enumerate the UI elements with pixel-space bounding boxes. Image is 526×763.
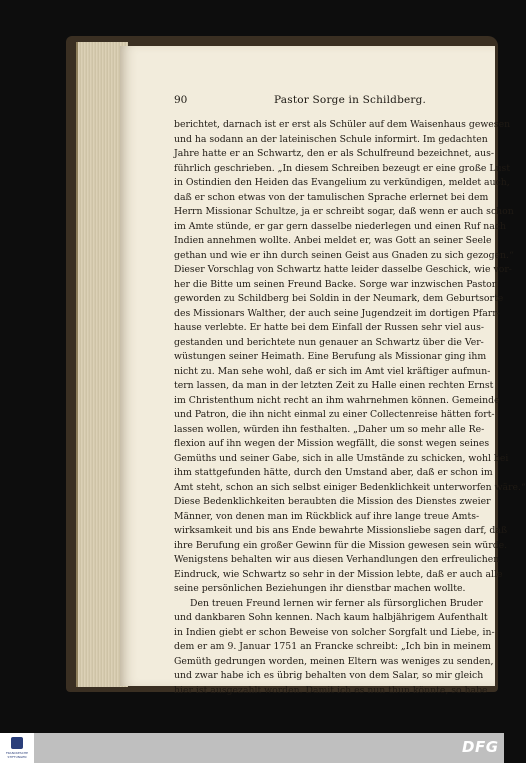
text-line: Indien annehmen wollte. Anbei meldet er, was Gott an seiner Seele	[174, 235, 492, 246]
text-line: dem er am 9. Januar 1751 an Francke schreibt: „Ich bin in meinem	[174, 641, 491, 652]
text-line: nicht zu. Man sehe wohl, daß er sich im Amt viel kräftiger aufmun-	[174, 365, 491, 377]
text-line: hause verlebte. Er hatte bei dem Einfall der Russen sehr viel aus-	[174, 322, 484, 333]
text-line: und zwar habe ich es übrig behalten von dem Salar, so mir gleich	[174, 670, 484, 681]
text-line: gethan und wie er ihn durch seinen Geist aus Gnaden zu sich gezogen.“	[174, 249, 514, 261]
text-line: Eindruck, wie Schwartz so sehr in der Mission lebte, daß er auch alle	[174, 568, 503, 580]
text-line: ihm stattgefunden hätte, durch den Umstand aber, daß er schon im	[174, 467, 493, 478]
dfg-logo[interactable]: DFG	[462, 738, 499, 756]
text-line: her die Bitte um seinen Freund Backe. Sorge war inzwischen Pastor	[174, 278, 497, 290]
body-text	[174, 118, 526, 696]
text-line: ihre Berufung ein großer Gewinn für die Mission gewesen sein würde.	[174, 539, 508, 551]
text-line: Jahre hatte er an Schwartz, den er als Schulfreund bezeichnet, aus-	[174, 148, 494, 159]
text-line: Wenigstens behalten wir aus diesen Verhandlungen den erfreulichen	[174, 554, 500, 565]
text-line: Gemüths und seiner Gabe, sich in alle Umstände zu schicken, wohl bei	[174, 452, 509, 464]
text-line: und ha sodann an der lateinischen Schule informirt. Im gedachten	[174, 133, 488, 145]
text-line: seine persönlichen Beziehungen ihr dienstbar machen wollte.	[174, 583, 466, 594]
text-line: tern lassen, da man in der letzten Zeit zu Halle einen rechten Ernst	[174, 380, 494, 391]
text-line: im Christenthum nicht recht an ihm wahrnehmen können. Gemeinde	[174, 394, 500, 406]
text-line: in Ostindien den Heiden das Evangelium zu verkündigen, meldet auch,	[174, 177, 510, 188]
franckesche-stiftungen-logo[interactable]	[0, 733, 34, 763]
text-line: Den treuen Freund lernen wir ferner als fürsorglichen Bruder	[190, 597, 483, 609]
page-number: 90	[174, 94, 188, 106]
text-line: Gemüth gedrungen worden, meinen Eltern was weniges zu senden,	[174, 655, 494, 667]
text-line: Amt steht, schon an sich selbst einiger Bedenklichkeit unterworfen wäre.“	[174, 481, 526, 493]
text-line: und Patron, die ihn nicht einmal zu einer Collectenreise hätten fort-	[174, 409, 495, 420]
text-line: lassen wollen, würden ihn festhalten. „Daher um so mehr alle Re-	[174, 423, 485, 435]
text-line: berichtet, darnach ist er erst als Schüler auf dem Waisenhaus gewesen	[174, 119, 511, 130]
text-line: führlich geschrieben. „In diesem Schreiben bezeugt er eine große Lust	[174, 162, 511, 174]
text-line: wüstungen seiner Heimath. Eine Berufung als Missionar ging ihm	[174, 351, 487, 362]
text-line: Diese Bedenklichkeiten beraubten die Mission des Dienstes zweier	[174, 496, 491, 507]
text-line: Herrn Missionar Schultze, ja er schreibt sogar, daß wenn er auch schon	[174, 206, 514, 217]
text-line: gestanden und berichtete nun genauer an Schwartz über die Ver-	[174, 336, 484, 348]
foundation-emblem-icon	[11, 737, 23, 749]
footer-bar	[0, 733, 504, 763]
text-line: und dankbaren Sohn kennen. Nach kaum halbjährigem Aufenthalt	[174, 612, 488, 623]
text-line: flexion auf ihn wegen der Mission wegfällt, die sonst wegen seines	[174, 438, 490, 449]
text-line: Männer, von denen man im Rückblick auf ihre lange treue Amts-	[174, 510, 480, 522]
text-line: des Missionars Walther, der auch seine Jugendzeit im dortigen Pfarr-	[174, 307, 500, 319]
logo-caption: FRANCKESCHE STIFTUNGEN	[5, 751, 29, 759]
text-line: geworden zu Schildberg bei Soldin in der Neumark, dem Geburtsorte	[174, 293, 504, 304]
text-line: Dieser Vorschlag von Schwartz hatte leider dasselbe Geschick, wie vor-	[174, 264, 512, 275]
text-line: hier ist ausgezahlt worden. Damit ich es nun thun könnte, so habe	[174, 684, 488, 696]
text-line: wirksamkeit und bis ans Ende bewahrte Missionsliebe sagen darf, daß	[174, 525, 508, 536]
running-head	[174, 94, 494, 110]
text-line: daß er schon etwas von der tamulischen Sprache erlernet bei dem	[174, 191, 489, 203]
text-line: im Amte stünde, er gar gern dasselbe niederlegen und einen Ruf nach	[174, 220, 506, 232]
text-line: in Indien giebt er schon Beweise von solcher Sorgfalt und Liebe, in-	[174, 626, 495, 638]
running-title: Pastor Sorge in Schildberg.	[274, 94, 427, 106]
